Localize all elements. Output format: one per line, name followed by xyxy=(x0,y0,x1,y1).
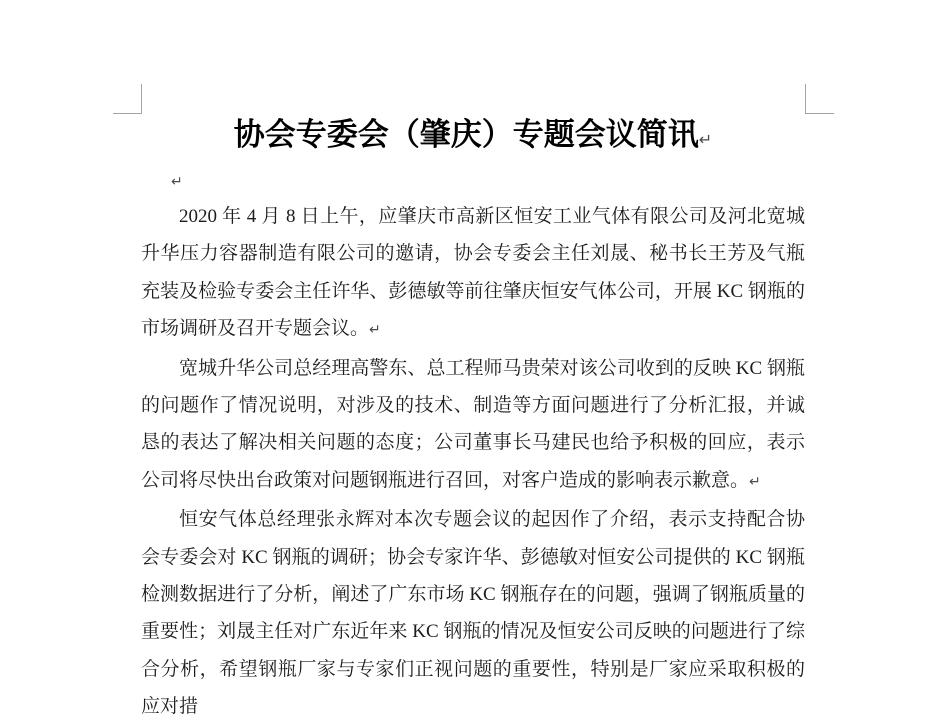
document-title: 协会专委会（肇庆）专题会议简讯 xyxy=(233,117,699,152)
empty-paragraph-pilcrow-mark: ↵ xyxy=(171,174,183,190)
document-body[interactable] xyxy=(141,198,805,726)
margin-mark-top-right xyxy=(805,84,834,114)
paragraph[interactable] xyxy=(141,350,805,502)
title-line[interactable] xyxy=(141,110,805,166)
paragraph-pilcrow-mark: ↵ xyxy=(749,473,761,490)
paragraph-pilcrow-mark: ↵ xyxy=(369,322,381,339)
paragraph-text: 宽城升华公司总经理高警东、总工程师马贵荣对该公司收到的反映 KC 钢瓶的问题作了情况说明，对涉及的技术、制造等方面问题进行了分析汇报，并诚恳的表达了解决相关问题的态度；公司董事长马建民也给予积极的回应，表示公司将尽快出台政策对问题钢瓶进行召回，对客户造成的影响表示歉意。 xyxy=(141,357,805,491)
margin-mark-top-left xyxy=(113,84,142,114)
title-pilcrow-mark: ↵ xyxy=(698,130,713,149)
paragraph[interactable] xyxy=(141,501,805,725)
document-page[interactable] xyxy=(141,0,805,726)
paragraph-text: 恒安气体总经理张永辉对本次专题会议的起因作了介绍，表示支持配合协会专委会对 KC 钢瓶的调研；协会专家许华、彭德敏对恒安公司提供的 KC 钢瓶检测数据进行了分析，阐述了广东市场 KC 钢瓶存在的问题，强调了钢瓶质量的重要性；刘晟主任对广东近年来 KC 钢瓶的情况及恒安公司反映的问题进行了综合分析，希望钢瓶厂家与专家们正视问题的重要性，特别是厂家应采取积极的应对措 xyxy=(141,509,805,718)
paragraph-text: 2020 年 4 月 8 日上午，应肇庆市高新区恒安工业气体有限公司及河北宽城升华压力容器制造有限公司的邀请，协会专委会主任刘晟、秘书长王芳及气瓶充装及检验专委会主任许华、彭德敏等前往肇庆恒安气体公司，开展 KC 钢瓶的市场调研及召开专题会议。 xyxy=(141,206,805,340)
paragraph[interactable] xyxy=(141,198,805,350)
empty-paragraph-line[interactable] xyxy=(141,166,805,198)
